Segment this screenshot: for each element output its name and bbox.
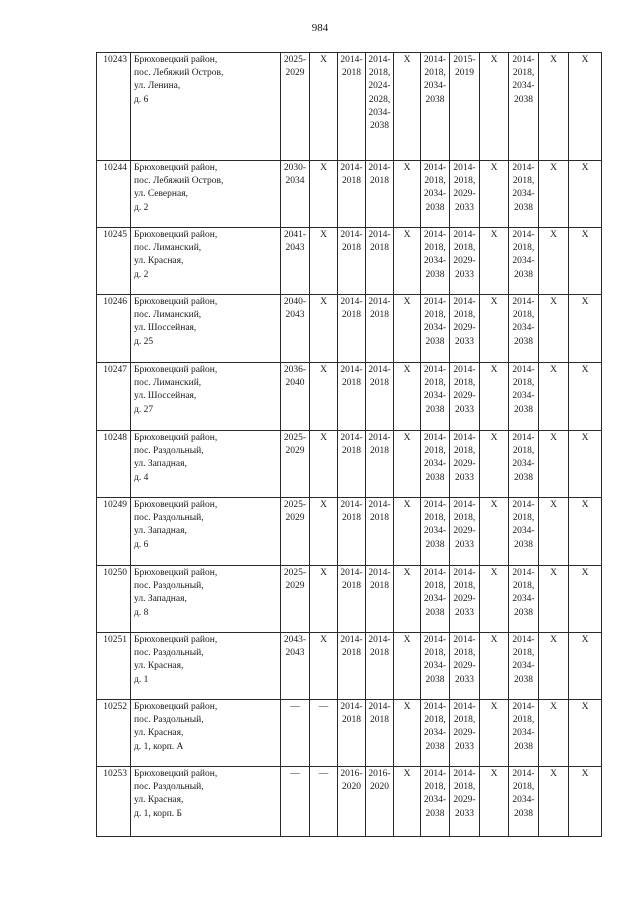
period-cell-c10: Х (539, 161, 569, 228)
period-cell-c6: 2014- 2018, 2034- 2038 (421, 161, 450, 228)
period-cell-c2: — (310, 700, 338, 767)
period-cell-c11: Х (569, 161, 602, 228)
row-number-cell: 10243 (97, 53, 131, 161)
period-cell-c6: 2014- 2018, 2034- 2038 (421, 363, 450, 431)
period-cell-c7: 2014- 2018, 2029- 2033 (450, 228, 480, 295)
period-cell-c4: 2014- 2018 (366, 431, 394, 498)
address-cell: Брюховецкий район, пос. Раздольный, ул. Красная, д. 1, корп. Б (131, 767, 281, 837)
period-cell-c9: 2014- 2018, 2034- 2038 (509, 498, 539, 566)
period-cell-c2: Х (310, 228, 338, 295)
row-number-cell: 10248 (97, 431, 131, 498)
period-cell-c8: Х (480, 228, 509, 295)
period-cell-c10: Х (539, 228, 569, 295)
period-cell-c6: 2014- 2018, 2034- 2038 (421, 53, 450, 161)
period-cell-c11: Х (569, 228, 602, 295)
period-cell-c5: Х (394, 633, 421, 700)
period-cell-c8: Х (480, 566, 509, 633)
page-number: 984 (311, 22, 329, 34)
period-cell-c8: Х (480, 633, 509, 700)
period-cell-c3: 2014- 2018 (338, 363, 366, 431)
period-cell-c4: 2014- 2018 (366, 295, 394, 363)
registry-table (96, 52, 602, 837)
period-cell-c11: Х (569, 498, 602, 566)
period-cell-c11: Х (569, 700, 602, 767)
period-cell-c1: — (281, 767, 310, 837)
period-cell-c5: Х (394, 431, 421, 498)
period-cell-c3: 2014- 2018 (338, 295, 366, 363)
period-cell-c4: 2014- 2018 (366, 700, 394, 767)
period-cell-c1: 2041- 2043 (281, 228, 310, 295)
period-cell-c9: 2014- 2018, 2034- 2038 (509, 363, 539, 431)
period-cell-c7: 2014- 2018, 2029- 2033 (450, 633, 480, 700)
period-cell-c1: 2043- 2043 (281, 633, 310, 700)
period-cell-c3: 2016- 2020 (338, 767, 366, 837)
period-cell-c2: Х (310, 633, 338, 700)
period-cell-c4: 2014- 2018 (366, 228, 394, 295)
period-cell-c2: Х (310, 431, 338, 498)
period-cell-c1: 2030- 2034 (281, 161, 310, 228)
address-cell: Брюховецкий район, пос. Лиманский, ул. Шоссейная, д. 27 (131, 363, 281, 431)
period-cell-c10: Х (539, 566, 569, 633)
period-cell-c5: Х (394, 295, 421, 363)
period-cell-c9: 2014- 2018, 2034- 2038 (509, 633, 539, 700)
period-cell-c10: Х (539, 431, 569, 498)
period-cell-c10: Х (539, 498, 569, 566)
period-cell-c1: 2025- 2029 (281, 431, 310, 498)
period-cell-c1: 2025- 2029 (281, 53, 310, 161)
period-cell-c7: 2014- 2018, 2029- 2033 (450, 431, 480, 498)
period-cell-c10: Х (539, 633, 569, 700)
address-cell: Брюховецкий район, пос. Лиманский, ул. Шоссейная, д. 25 (131, 295, 281, 363)
period-cell-c9: 2014- 2018, 2034- 2038 (509, 228, 539, 295)
period-cell-c5: Х (394, 363, 421, 431)
period-cell-c3: 2014- 2018 (338, 161, 366, 228)
period-cell-c7: 2014- 2018, 2029- 2033 (450, 566, 480, 633)
period-cell-c4: 2014- 2018 (366, 363, 394, 431)
period-cell-c8: Х (480, 53, 509, 161)
period-cell-c2: Х (310, 566, 338, 633)
period-cell-c7: 2015- 2019 (450, 53, 480, 161)
period-cell-c5: Х (394, 700, 421, 767)
period-cell-c1: 2025- 2029 (281, 566, 310, 633)
address-cell: Брюховецкий район, пос. Раздольный, ул. Западная, д. 4 (131, 431, 281, 498)
period-cell-c5: Х (394, 566, 421, 633)
period-cell-c11: Х (569, 767, 602, 837)
period-cell-c2: Х (310, 363, 338, 431)
period-cell-c7: 2014- 2018, 2029- 2033 (450, 161, 480, 228)
period-cell-c6: 2014- 2018, 2034- 2038 (421, 767, 450, 837)
period-cell-c3: 2014- 2018 (338, 633, 366, 700)
table-row (97, 700, 602, 767)
period-cell-c6: 2014- 2018, 2034- 2038 (421, 295, 450, 363)
period-cell-c10: Х (539, 363, 569, 431)
row-number-cell: 10250 (97, 566, 131, 633)
row-number-cell: 10251 (97, 633, 131, 700)
period-cell-c11: Х (569, 363, 602, 431)
period-cell-c6: 2014- 2018, 2034- 2038 (421, 633, 450, 700)
period-cell-c8: Х (480, 431, 509, 498)
period-cell-c2: Х (310, 498, 338, 566)
table-row (97, 295, 602, 363)
period-cell-c9: 2014- 2018, 2034- 2038 (509, 295, 539, 363)
period-cell-c7: 2014- 2018, 2029- 2033 (450, 767, 480, 837)
period-cell-c4: 2016- 2020 (366, 767, 394, 837)
period-cell-c8: Х (480, 363, 509, 431)
period-cell-c3: 2014- 2018 (338, 700, 366, 767)
period-cell-c6: 2014- 2018, 2034- 2038 (421, 566, 450, 633)
period-cell-c6: 2014- 2018, 2034- 2038 (421, 498, 450, 566)
address-cell: Брюховецкий район, пос. Раздольный, ул. Западная, д. 8 (131, 566, 281, 633)
address-cell: Брюховецкий район, пос. Лебяжий Остров, ул. Северная, д. 2 (131, 161, 281, 228)
period-cell-c10: Х (539, 700, 569, 767)
row-number-cell: 10245 (97, 228, 131, 295)
period-cell-c8: Х (480, 498, 509, 566)
period-cell-c2: Х (310, 53, 338, 161)
period-cell-c5: Х (394, 228, 421, 295)
address-cell: Брюховецкий район, пос. Лебяжий Остров, ул. Ленина, д. 6 (131, 53, 281, 161)
period-cell-c8: Х (480, 700, 509, 767)
period-cell-c9: 2014- 2018, 2034- 2038 (509, 431, 539, 498)
table-row (97, 363, 602, 431)
period-cell-c11: Х (569, 566, 602, 633)
period-cell-c8: Х (480, 767, 509, 837)
period-cell-c6: 2014- 2018, 2034- 2038 (421, 700, 450, 767)
table-row (97, 498, 602, 566)
period-cell-c7: 2014- 2018, 2029- 2033 (450, 498, 480, 566)
period-cell-c3: 2014- 2018 (338, 498, 366, 566)
address-cell: Брюховецкий район, пос. Лиманский, ул. Красная, д. 2 (131, 228, 281, 295)
period-cell-c6: 2014- 2018, 2034- 2038 (421, 431, 450, 498)
period-cell-c10: Х (539, 53, 569, 161)
period-cell-c9: 2014- 2018, 2034- 2038 (509, 566, 539, 633)
table-row (97, 566, 602, 633)
period-cell-c5: Х (394, 161, 421, 228)
period-cell-c3: 2014- 2018 (338, 228, 366, 295)
period-cell-c2: Х (310, 161, 338, 228)
period-cell-c3: 2014- 2018 (338, 431, 366, 498)
period-cell-c10: Х (539, 295, 569, 363)
period-cell-c11: Х (569, 53, 602, 161)
period-cell-c2: — (310, 767, 338, 837)
period-cell-c7: 2014- 2018, 2029- 2033 (450, 295, 480, 363)
period-cell-c7: 2014- 2018, 2029- 2033 (450, 363, 480, 431)
period-cell-c9: 2014- 2018, 2034- 2038 (509, 700, 539, 767)
period-cell-c6: 2014- 2018, 2034- 2038 (421, 228, 450, 295)
period-cell-c5: Х (394, 498, 421, 566)
period-cell-c3: 2014- 2018 (338, 53, 366, 161)
row-number-cell: 10253 (97, 767, 131, 837)
period-cell-c1: — (281, 700, 310, 767)
row-number-cell: 10246 (97, 295, 131, 363)
period-cell-c3: 2014- 2018 (338, 566, 366, 633)
row-number-cell: 10244 (97, 161, 131, 228)
address-cell: Брюховецкий район, пос. Раздольный, ул. Западная, д. 6 (131, 498, 281, 566)
period-cell-c11: Х (569, 431, 602, 498)
period-cell-c2: Х (310, 295, 338, 363)
row-number-cell: 10247 (97, 363, 131, 431)
period-cell-c4: 2014- 2018 (366, 633, 394, 700)
row-number-cell: 10249 (97, 498, 131, 566)
period-cell-c11: Х (569, 633, 602, 700)
period-cell-c7: 2014- 2018, 2029- 2033 (450, 700, 480, 767)
period-cell-c1: 2025- 2029 (281, 498, 310, 566)
period-cell-c1: 2036- 2040 (281, 363, 310, 431)
table-row (97, 161, 602, 228)
period-cell-c4: 2014- 2018 (366, 566, 394, 633)
period-cell-c8: Х (480, 161, 509, 228)
period-cell-c10: Х (539, 767, 569, 837)
period-cell-c4: 2014- 2018 (366, 498, 394, 566)
table-row (97, 767, 602, 837)
period-cell-c9: 2014- 2018, 2034- 2038 (509, 767, 539, 837)
table-row (97, 431, 602, 498)
period-cell-c5: Х (394, 767, 421, 837)
period-cell-c1: 2040- 2043 (281, 295, 310, 363)
period-cell-c9: 2014- 2018, 2034- 2038 (509, 53, 539, 161)
address-cell: Брюховецкий район, пос. Раздольный, ул. Красная, д. 1 (131, 633, 281, 700)
table-row (97, 53, 602, 161)
period-cell-c8: Х (480, 295, 509, 363)
address-cell: Брюховецкий район, пос. Раздольный, ул. Красная, д. 1, корп. А (131, 700, 281, 767)
period-cell-c5: Х (394, 53, 421, 161)
table-row (97, 228, 602, 295)
period-cell-c4: 2014- 2018 (366, 161, 394, 228)
row-number-cell: 10252 (97, 700, 131, 767)
period-cell-c9: 2014- 2018, 2034- 2038 (509, 161, 539, 228)
period-cell-c11: Х (569, 295, 602, 363)
period-cell-c4: 2014- 2018, 2024- 2028, 2034- 2038 (366, 53, 394, 161)
table-row (97, 633, 602, 700)
